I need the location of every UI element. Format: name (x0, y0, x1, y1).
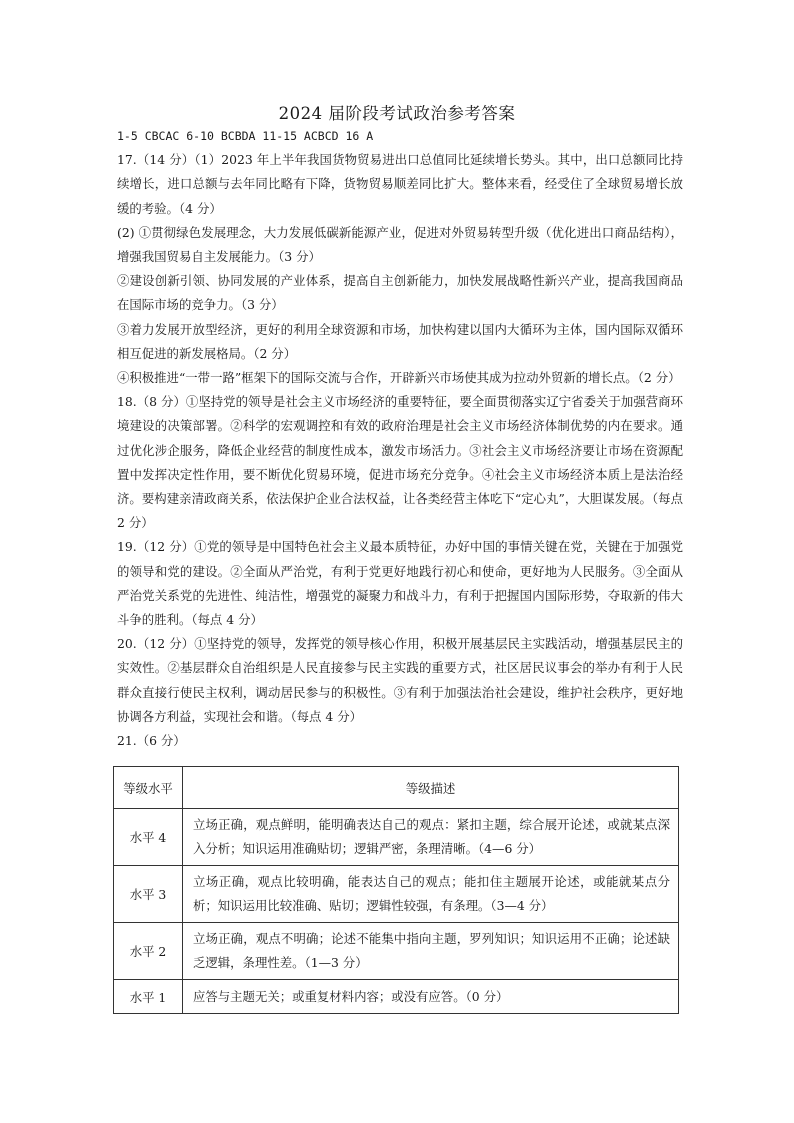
level-cell: 水平 3 (114, 866, 183, 923)
table-row (114, 980, 679, 1014)
grading-table (113, 766, 679, 1014)
column-header-description: 等级描述 (183, 767, 679, 809)
description-cell: 立场正确，观点鲜明，能明确表达自己的观点：紧扣主题，综合展开论述，或就某点深入分析；知识运用准确贴切；逻辑严密，条理清晰。（4—6 分） (183, 809, 679, 866)
level-cell: 水平 1 (114, 980, 183, 1014)
answer-17-part2-point2: ②建设创新引领、协同发展的产业体系，提高自主创新能力，加快发展战略性新兴产业，提高我国商品在国际市场的竞争力。（3 分） (117, 273, 683, 313)
multiple-choice-answers: 1-5 CBCAC 6-10 BCBDA 11-15 ACBCD 16 A (117, 129, 374, 143)
description-cell: 立场正确，观点比较明确，能表达自己的观点；能扣住主题展开论述，或能就某点分析；知识运用比较准确、贴切；逻辑性较强，有条理。（3—4 分） (183, 866, 679, 923)
answer-content (117, 124, 683, 753)
answer-21-heading: 21.（6 分） (117, 733, 186, 749)
table-row (114, 809, 679, 866)
table-header-row (114, 767, 679, 809)
answer-20: 20.（12 分）①坚持党的领导，发挥党的领导核心作用，积极开展基层民主实践活动，增强基层民主的实效性。②基层群众自治组织是人民直接参与民主实践的重要方式，社区居民议事会的举办有利于人民群众直接行使民主权利，调动居民参与的积极性。③有利于加强法治社会建设，维护社会秩序，更好地协调各方利益，实现社会和谐。（每点 4 分） (117, 636, 683, 724)
table-row (114, 923, 679, 980)
description-cell: 应答与主题无关；或重复材料内容；或没有应答。（0 分） (183, 980, 679, 1014)
level-cell: 水平 2 (114, 923, 183, 980)
answer-18: 18.（8 分）①坚持党的领导是社会主义市场经济的重要特征，要全面贯彻落实辽宁省委关于加强营商环境建设的决策部署。②科学的宏观调控和有效的政府治理是社会主义市场经济体制优势的内在要求。通过优化涉企服务，降低企业经营的制度性成本，激发市场活力。③社会主义市场经济要让市场在资源配置中发挥决定性作用，要不断优化贸易环境，促进市场充分竞争。④社会主义市场经济本质上是法治经济。要构建亲清政商关系，依法保护企业合法权益，让各类经营主体吃下“定心丸”，大胆谋发展。（每点 2 分） (117, 394, 683, 531)
answer-19: 19.（12 分）①党的领导是中国特色社会主义最本质特征，办好中国的事情关键在党，关键在于加强党的领导和党的建设。②全面从严治党，有利于党更好地践行初心和使命，更好地为人民服务。③全面从严治党关系党的先进性、纯洁性，增强党的凝聚力和战斗力，有利于把握国内国际形势，夺取新的伟大斗争的胜利。（每点 4 分） (117, 539, 683, 628)
page-title: 2024 届阶段考试政治参考答案 (278, 104, 516, 123)
description-cell: 立场正确，观点不明确；论述不能集中指向主题，罗列知识；知识运用不正确；论述缺乏逻辑，条理性差。（1—3 分） (183, 923, 679, 980)
answer-17-part2-point4: ④积极推进“一带一路”框架下的国际交流与合作，开辟新兴市场使其成为拉动外贸新的增长点。（2 分） (117, 370, 681, 386)
answer-17-part1: 17.（14 分）（1）2023 年上半年我国货物贸易进出口总值同比延续增长势头。其中，出口总额同比持续增长，进口总额与去年同比略有下降，货物贸易顺差同比扩大。整体来看，经受住了全球贸易增长放缓的考验。（4 分） (117, 152, 683, 216)
column-header-level: 等级水平 (114, 767, 183, 809)
answer-17-part2-point3: ③着力发展开放型经济，更好的利用全球资源和市场，加快构建以国内大循环为主体，国内国际双循环相互促进的新发展格局。（2 分） (117, 321, 683, 361)
answer-17-part2-point1: (2) ①贯彻绿色发展理念，大力发展低碳新能源产业，促进对外贸易转型升级（优化进出口商品结构），增强我国贸易自主发展能力。（3 分） (117, 224, 683, 265)
level-cell: 水平 4 (114, 809, 183, 866)
table-row (114, 866, 679, 923)
